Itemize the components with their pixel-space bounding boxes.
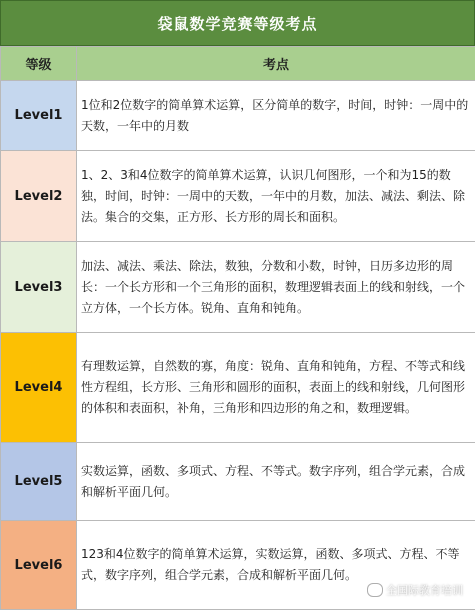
table-row xyxy=(1,81,475,151)
table-title: 袋鼠数学竞赛等级考点 xyxy=(0,0,475,46)
header-row xyxy=(1,47,475,81)
points-cell: 加法、减法、乘法、除法，数独，分数和小数，时钟，日历多边形的周长：一个长方形和一个三角形的面积，数理逻辑表面上的线和射线，一个立方体，一个长方体。锐角、直角和钝角。 xyxy=(77,242,475,333)
table-row xyxy=(1,443,475,521)
table-row xyxy=(1,242,475,333)
level-cell: Level1 xyxy=(1,81,77,151)
level-cell: Level6 xyxy=(1,521,77,610)
header-level: 等级 xyxy=(1,47,77,81)
table-row xyxy=(1,333,475,443)
level-cell: Level4 xyxy=(1,333,77,443)
points-cell: 实数运算，函数、多项式、方程、不等式。数字序列，组合学元素，合成和解析平面几何。 xyxy=(77,443,475,521)
points-cell: 123和4位数字的简单算术运算，实数运算，函数、多项式、方程、不等式，数字序列，组合学元素，合成和解析平面几何。 xyxy=(77,521,475,610)
header-points: 考点 xyxy=(77,47,475,81)
watermark xyxy=(367,582,463,598)
wechat-icon xyxy=(367,583,383,597)
points-cell: 有理数运算，自然数的寡，角度：锐角、直角和钝角，方程、不等式和线性方程组，长方形、三角形和圆形的面积，表面上的线和射线，几何图形的体积和表面积，补角，三角形和四边形的角之和，数理逻辑。 xyxy=(77,333,475,443)
level-cell: Level5 xyxy=(1,443,77,521)
level-cell: Level2 xyxy=(1,151,77,242)
points-cell: 1、2、3和4位数字的简单算术运算，认识几何图形，一个和为15的数独，时间，时钟：一周中的天数，一年中的月数，加法、减法、剩法、除法。集合的交集，正方形、长方形的周长和面积。 xyxy=(77,151,475,242)
points-cell: 1位和2位数字的简单算术运算，区分简单的数字，时间，时钟：一周中的天数，一年中的月数 xyxy=(77,81,475,151)
level-cell: Level3 xyxy=(1,242,77,333)
level-points-table xyxy=(0,46,475,610)
table-row xyxy=(1,151,475,242)
watermark-text: 全国际教育培训 xyxy=(386,584,463,597)
